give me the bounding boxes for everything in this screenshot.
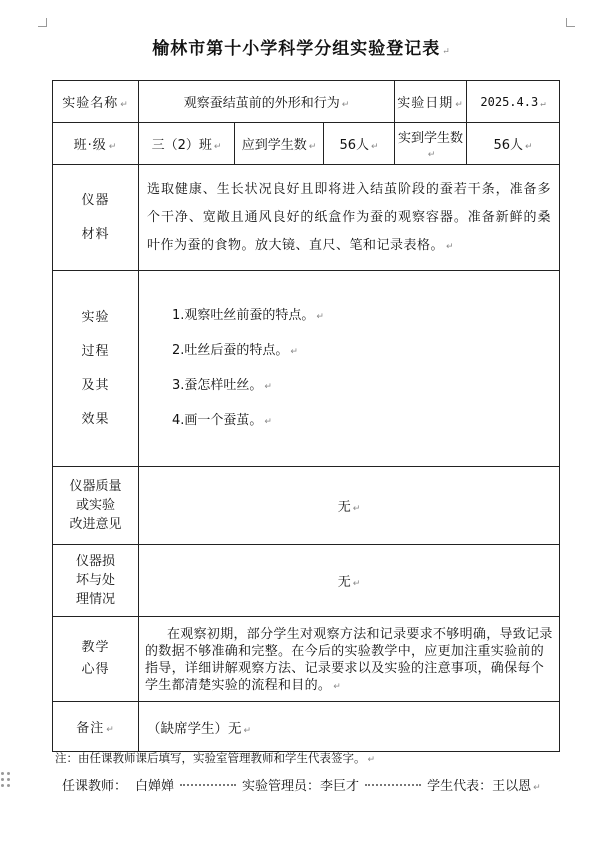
should-attend-value[interactable]: 56人 ↵ [324,123,395,165]
teaching-text[interactable]: 在观察初期，部分学生对观察方法和记录要求不够明确，导致记录的数据不够准确和完整。在今后的实验教学中，应更加注重实验前的指导，详细讲解观察方法、记录要求以及实验的注意事项，确保每个学生都清楚实验的流程和目的。 ↵ [139,617,560,702]
manager-name[interactable]: 李巨才 [320,779,360,794]
materials-text[interactable]: 选取健康、生长状况良好且即将进入结茧阶段的蚕若干条，准备多个干净、宽敞且通风良好的纸盒作为蚕的观察容器。准备新鲜的桑叶作为蚕的食物。放大镜、直尺、笔和记录表格。 ↵ [139,165,560,271]
row-teaching [53,617,560,702]
process-step: 3.蚕怎样吐丝。 ↵ [172,377,272,393]
damage-label: 仪器损 坏与处 理情况 [53,545,139,617]
row-improvement [53,467,560,545]
footnote: 注：由任课教师课后填写，实验室管理教师和学生代表签字。 ↵ [55,751,376,765]
drag-handle-icon[interactable] [1,772,13,792]
signature-line: 任课教师： 白婵婵 实验管理员：李巨才 学生代表：王以恩 ↵ [62,779,541,794]
improvement-value[interactable]: 无 ↵ [139,467,560,545]
class-value[interactable]: 三（2）班 ↵ [139,123,235,165]
dotted-separator [180,784,236,786]
should-attend-label: 应到学生数 ↵ [235,123,324,165]
damage-value[interactable]: 无 ↵ [139,545,560,617]
page-corner-mark-top-left [38,18,47,27]
remarks-label: 备注 ↵ [53,702,139,752]
process-step: 2.吐丝后蚕的特点。 ↵ [172,342,298,358]
process-step: 4.画一个蚕茧。 ↵ [172,412,272,428]
teacher-label: 任课教师： [62,779,128,794]
teacher-name[interactable]: 白婵婵 [135,779,175,794]
date-value[interactable]: 2025.4.3 ↵ [467,81,560,123]
experiment-name-value[interactable]: 观察蚕结茧前的外形和行为 ↵ [139,81,395,123]
page-title: 榆林市第十小学科学分组实验登记表 ↵ [152,39,451,59]
date-label: 实验日期 ↵ [395,81,467,123]
improvement-label: 仪器质量 或实验 改进意见 [53,467,139,545]
row-materials [53,165,560,271]
process-step: 1.观察吐丝前蚕的特点。 ↵ [172,307,324,323]
row-process [53,271,560,467]
manager-label: 实验管理员： [242,779,321,794]
teaching-label: 教学 心得 [53,617,139,702]
actual-attend-label: 实到学生数↵ [395,123,467,165]
remarks-value[interactable]: （缺席学生）无 ↵ [139,702,560,752]
class-label: 班·级 ↵ [53,123,139,165]
row-class-attendance [53,123,560,165]
dotted-separator [365,784,421,786]
process-label: 实验 过程 及其 效果 [53,271,139,467]
title-text: 榆林市第十小学科学分组实验登记表 [152,39,441,59]
actual-attend-value[interactable]: 56人 ↵ [467,123,560,165]
student-name[interactable]: 王以恩 [492,779,532,794]
row-damage [53,545,560,617]
registration-form-table [52,80,560,752]
row-remarks [53,702,560,752]
materials-label: 仪器 材料 [53,165,139,271]
student-label: 学生代表： [427,779,493,794]
process-steps[interactable] [139,271,560,467]
experiment-name-label: 实验名称 ↵ [53,81,139,123]
row-experiment-name [53,81,560,123]
page-corner-mark-top-right [566,18,575,27]
